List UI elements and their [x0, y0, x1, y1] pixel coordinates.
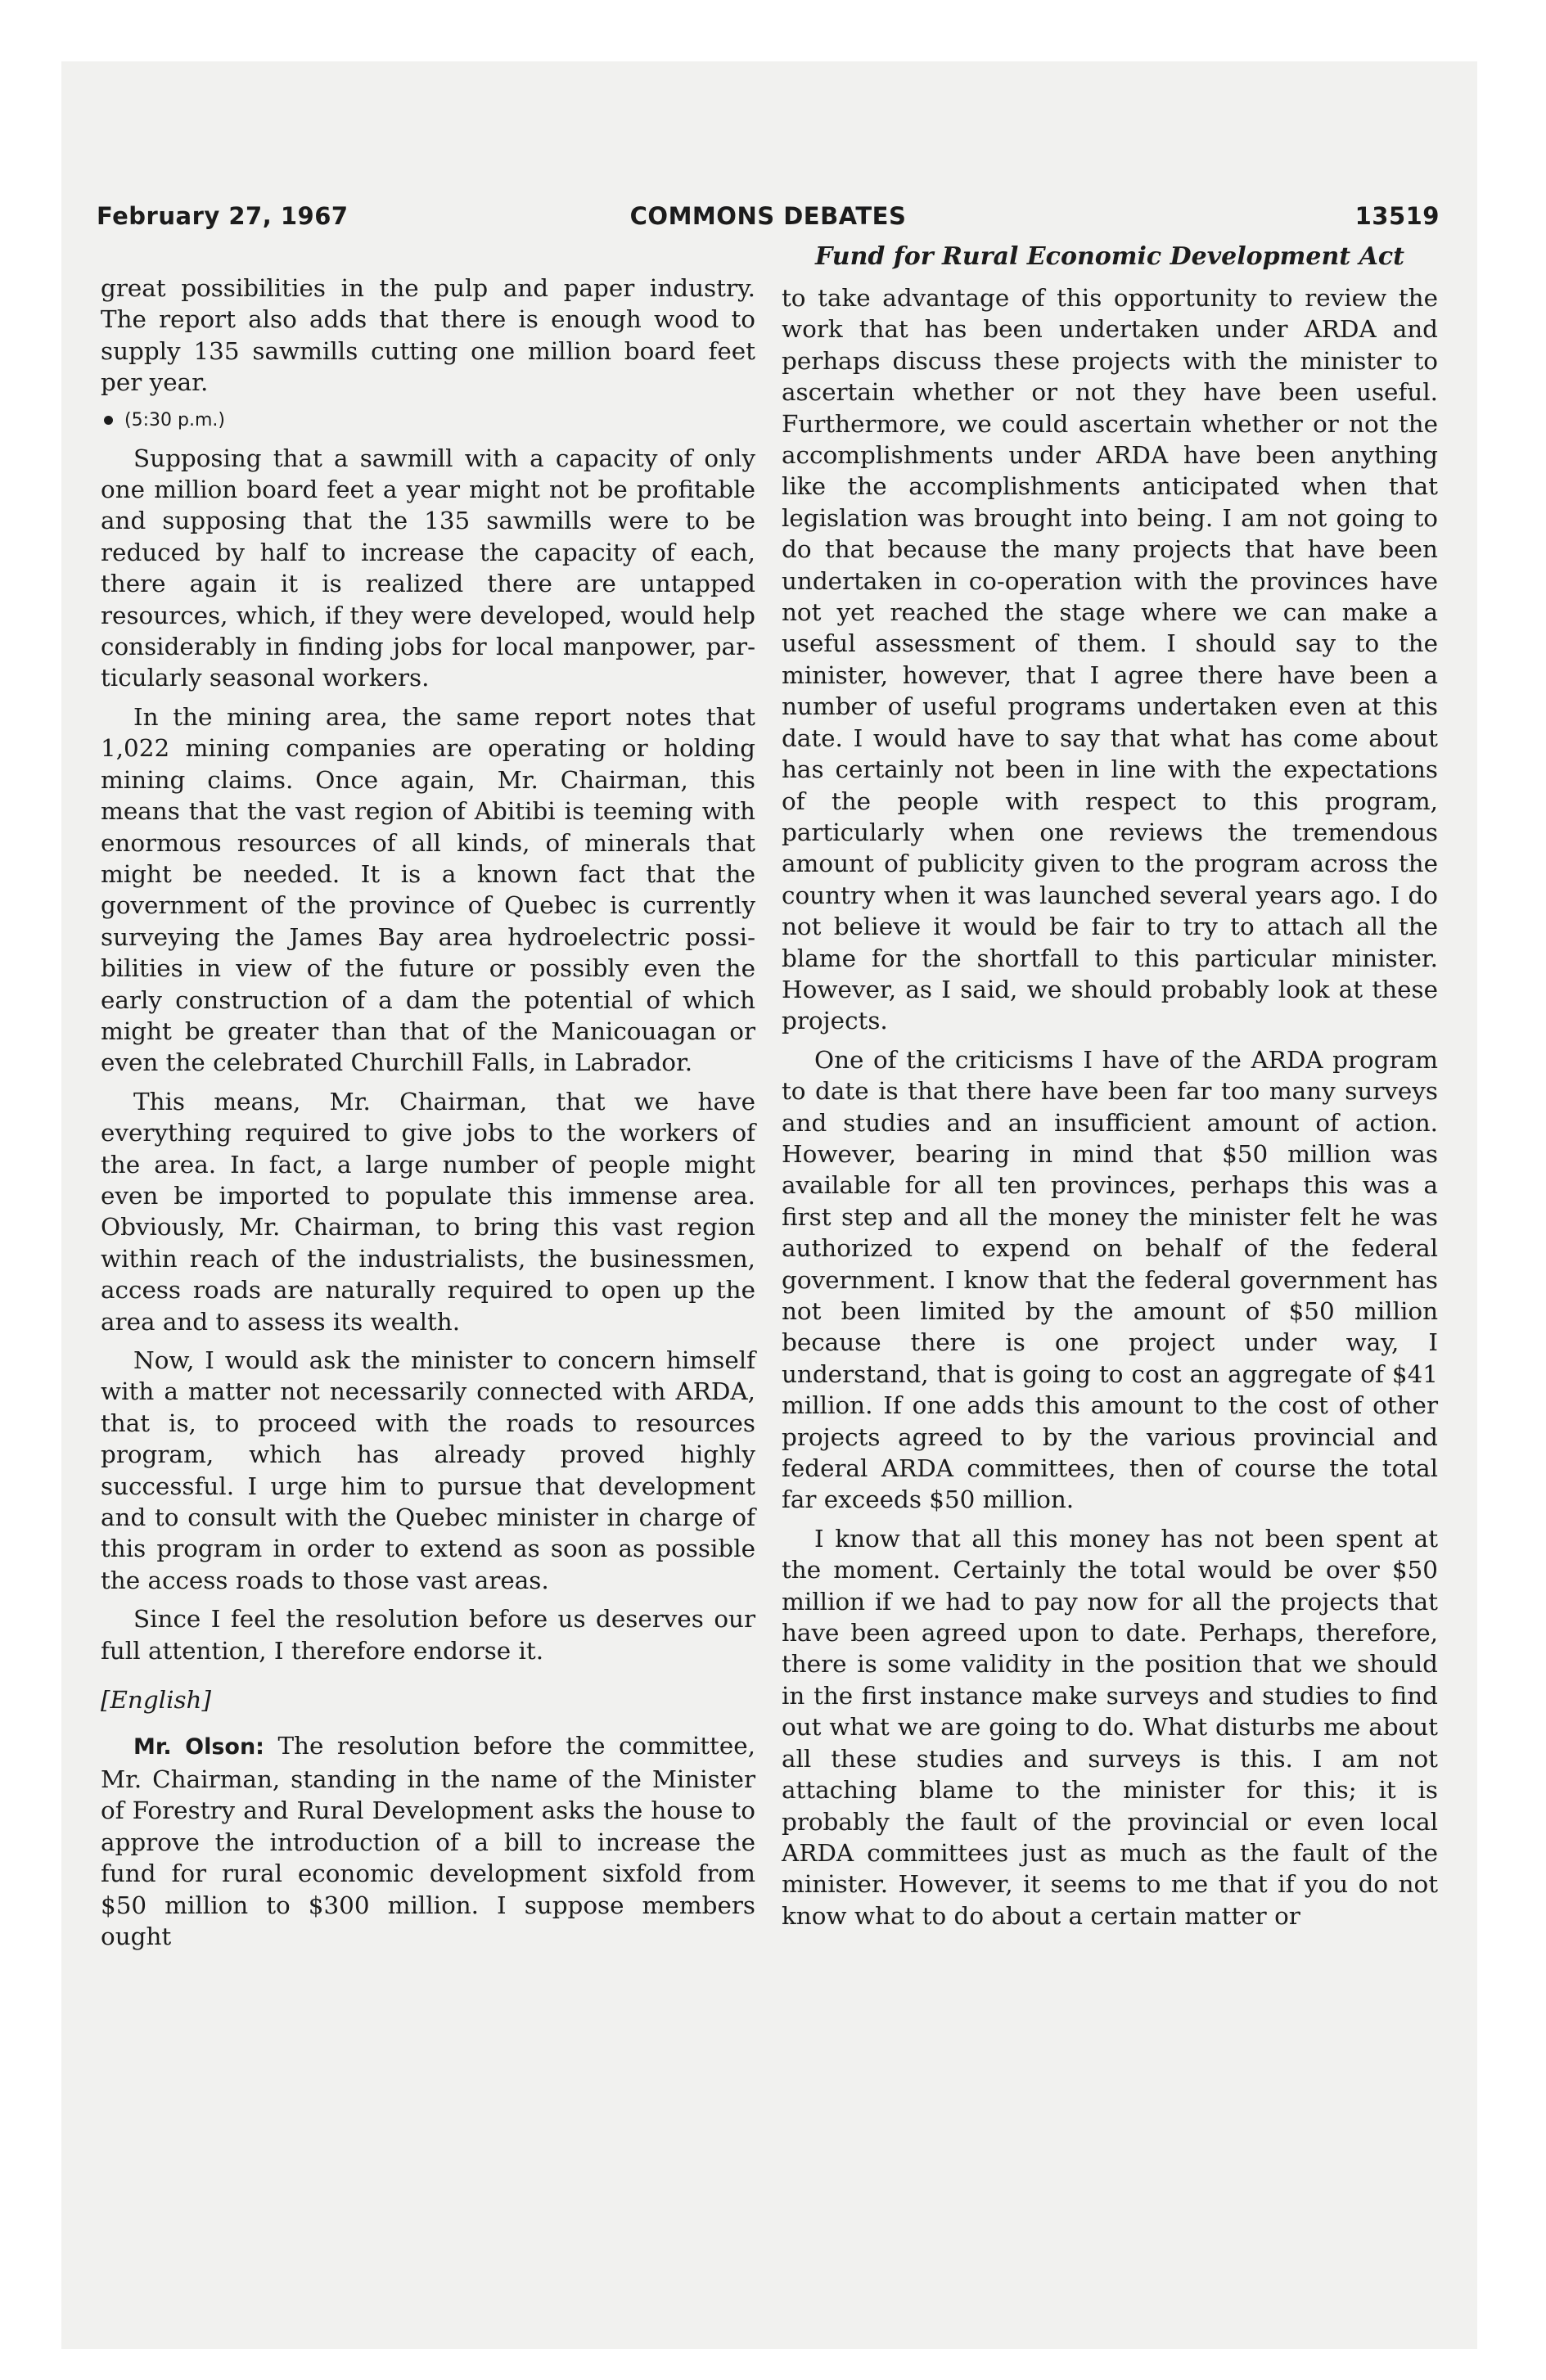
header-date: February 27, 1967 [97, 202, 349, 230]
paragraph: In the mining area, the same report notes that 1,022 mining companies are operating or holding mining claims. Once again, Mr. Chairman, this means that the vast region of Abitibi is teeming with enormous resources of all kinds, of minerals that might be needed. It is a known fact that the government of the province of Quebec is currently surveying the James Bay area hydroelectric possibilities in view of the future or possibly even the early construction of a dam the potential of which might be greater than that of the Manicouagan or even the celebrated Churchill Falls, in Labrador. [101, 702, 755, 1077]
time-marker-text: (5:30 p.m.) [124, 409, 225, 430]
paragraph: Since I feel the resolution before us deserves our full attention, I therefore endorse it. [101, 1605, 755, 1665]
section-title: Fund for Rural Economic Development Act [815, 242, 1404, 271]
header-page-number: 13519 [1354, 202, 1440, 230]
paragraph: Supposing that a sawmill with a capacity of only one million board feet a year might not be profitable and supposing that the 135 sawmills were to be reduced by half to increase the capacity of each, there again it is realized there are untapped resources, which, if they were developed, would help considerably in finding jobs for local manpower, particularly seasonal workers. [101, 444, 755, 692]
header-publication: COMMONS DEBATES [629, 202, 907, 230]
paragraph: This means, Mr. Chairman, that we have everything required to give jobs to the workers of the area. In fact, a large number of people might even be imported to populate this immense area. Obviously, Mr. Chairman, to bring this vast region within reach of the industrialists, the businessmen, access roads are naturally required to open up the area and to assess its wealth. [101, 1087, 755, 1336]
scanned-page [61, 61, 1477, 2349]
paragraph: Now, I would ask the minister to concern himself with a matter not necessarily connected with ARDA, that is, to proceed with the roads to resources program, which has already proved highly successful. I urge him to pursue that development and to consult with the Quebec minister in charge of this program in order to extend as soon as possible the access roads to those vast areas. [101, 1346, 755, 1594]
paragraph: to take advantage of this opportunity to review the work that has been undertaken under ARDA and perhaps discuss these projects with the minister to ascertain whether or not they have been useful. Furthermore, we could ascertain whether or not the accomplishments under ARDA have been anything like the accomplishments anticipated when that legislation was brought into being. I am not going to do that because the many projects that have been undertaken in co-operation with the provinces have not yet reached the stage where we can make a useful assessment of them. I should say to the minister, however, that I agree there have been a number of useful programs undertaken even at this date. I would have to say that what has come about has certainly not been in line with the expectations of the people with respect to this program, particularly when one reviews the tremendous amount of publicity given to the program across the country when it was launched several years ago. I do not believe it would be fair to try to attach all the blame for the shortfall to this particular minister. However, as I said, we should probably look at these projects. [782, 284, 1438, 1035]
speech-paragraph [101, 1730, 755, 1952]
speaker-name: Mr. Olson: [133, 1734, 264, 1760]
paragraph: One of the criticisms I have of the ARDA program to date is that there have been far too many surveys and studies and an insufficient amount of action. However, bearing in mind that $50 million was available for all ten provinces, perhaps this was a first step and all the money the minister felt he was authorized to expend on behalf of the federal government. I know that the federal government has not been limited by the amount of $50 million because there is one project under way, I understand, that is going to cost an aggregate of $41 million. If one adds this amount to the cost of other projects agreed to by the various provincial and federal ARDA committees, then of course the total far exceeds $50 million. [782, 1045, 1438, 1514]
time-marker [101, 408, 755, 433]
right-column [782, 241, 1438, 1931]
language-marker: [English] [101, 1686, 211, 1715]
paragraph: great possibilities in the pulp and paper industry. The report also adds that there is enough wood to supply 135 sawmills cutting one million board feet per year. [101, 274, 755, 397]
left-column [101, 273, 755, 1952]
running-head [97, 202, 1440, 235]
bullet-icon [104, 416, 113, 425]
paragraph: I know that all this money has not been spent at the moment. Certainly the total would be over $50 million if we had to pay now for all the projects that have been agreed upon to date. Perhaps, therefore, there is some validity in the position that we should in the first instance make surveys and studies to find out what we are going to do. What disturbs me about all these studies and surveys is this. I am not attaching blame to the minister for this; it is probably the fault of the provincial or even local ARDA committees just as much as the fault of the minister. However, it seems to me that if you do not know what to do about a certain matter or [782, 1524, 1438, 1930]
speech-text: The resolution before the committee, Mr. Chairman, standing in the name of the Minister of Forestry and Rural Development asks the house to approve the introduction of a bill to increase the fund for rural economic development sixfold from $50 million to $300 million. I suppose members ought [101, 1732, 755, 1950]
